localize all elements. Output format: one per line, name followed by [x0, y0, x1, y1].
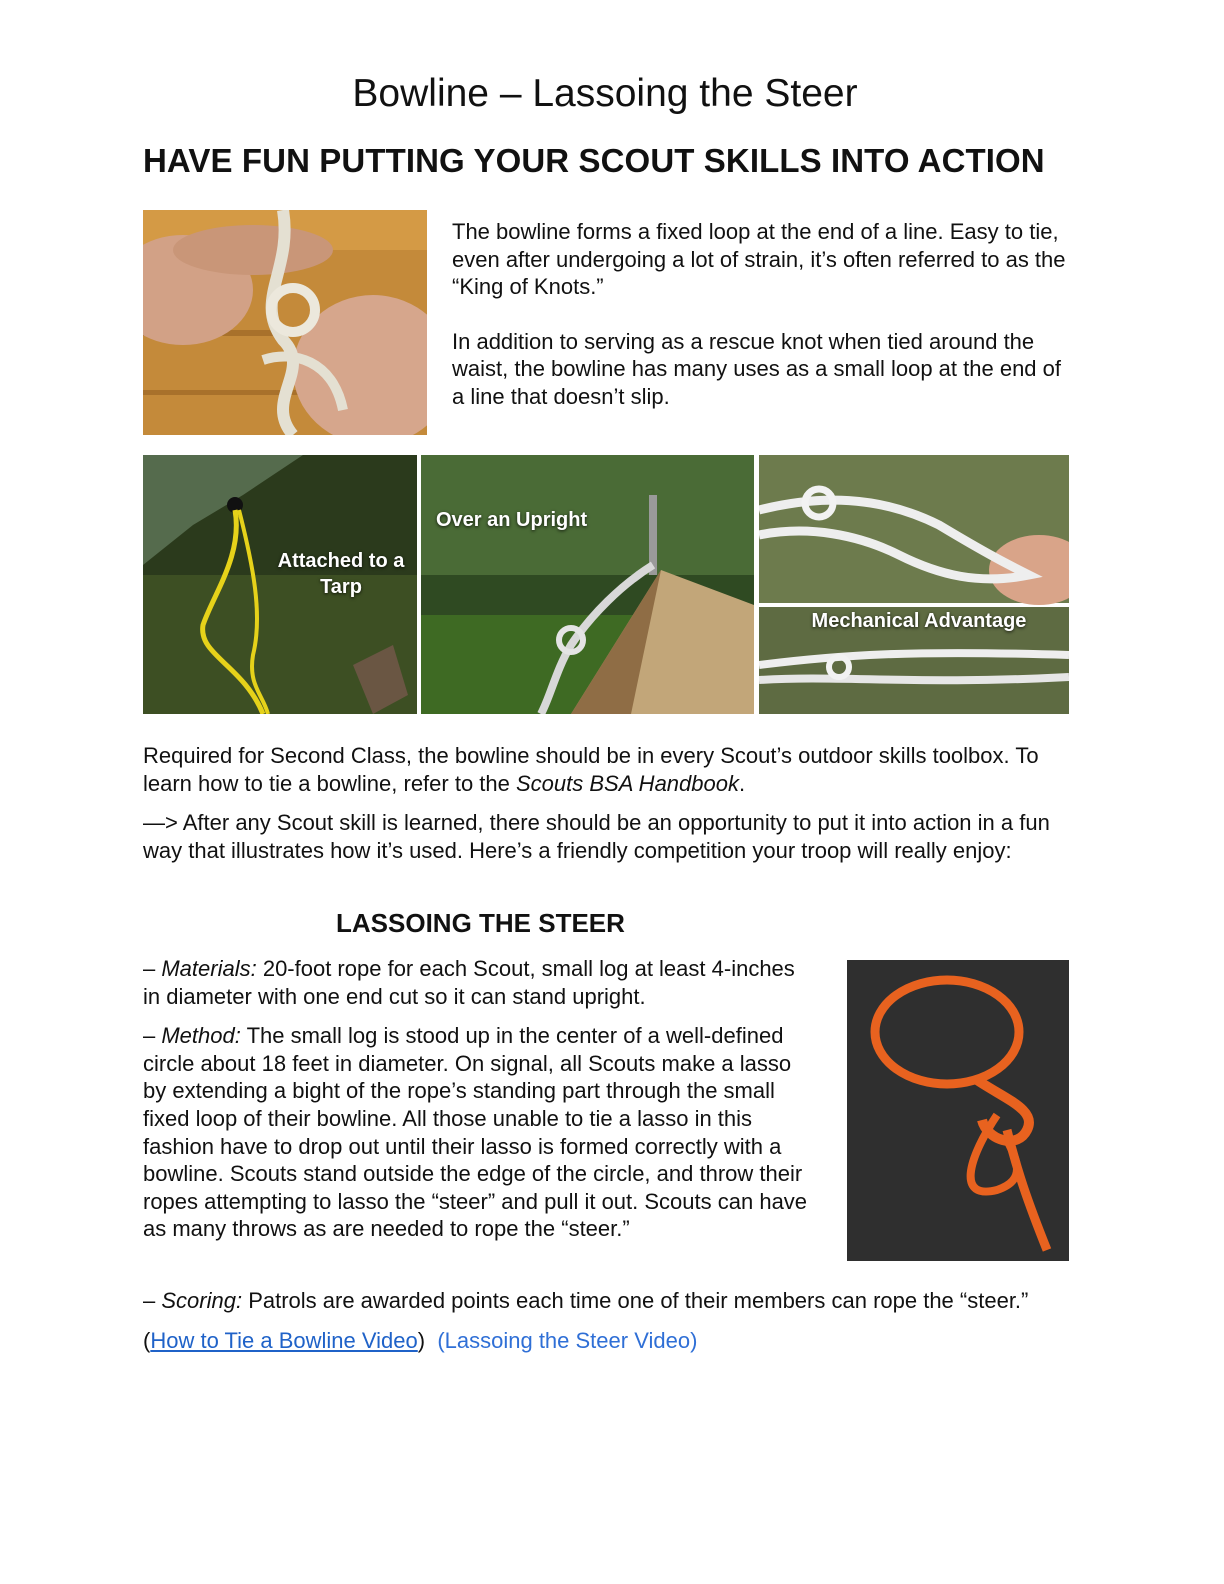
page-subtitle: HAVE FUN PUTTING YOUR SCOUT SKILLS INTO ACTION [143, 142, 1045, 179]
bowline-video-link[interactable]: How to Tie a Bowline Video [150, 1327, 418, 1353]
upright-photo [421, 455, 754, 714]
lassoing-video-link[interactable]: (Lassoing the Steer Video) [437, 1327, 698, 1353]
intro-paragraph-2: In addition to serving as a rescue knot when tied around the waist, the bowline has many uses as a small loop at the end of a line that doesn’t slip. [452, 328, 1062, 409]
bowline-hands-photo [143, 210, 427, 435]
tarp-photo [143, 455, 417, 714]
video-links: (How to Tie a Bowline Video) (Lassoing the Steer Video) [143, 1327, 698, 1353]
mechanical-advantage-label: Mechanical Advantage [811, 610, 1027, 632]
orange-rope-photo [847, 960, 1069, 1261]
scoring-label: Scoring: [161, 1288, 243, 1313]
upright-label: Over an Upright [436, 509, 588, 531]
intro-paragraph-1: The bowline forms a fixed loop at the end of a line. Easy to tie, even after undergoing a lot of strain, it’s often referred to as the “King of Knots.” [452, 219, 1066, 300]
method-paragraph: – Method: The small log is stood up in the center of a well-defined circle about 18 feet in diameter. On signal, all Scouts make a lasso by extending a bight of the rope’s standing part through the small fixed loop of their bowline. All those unable to tie a lasso in this fashion have to drop out until their lasso is formed correctly with a bowline. Scouts stand outside the edge of the circle, and throw their ropes attempting to lasso the “steer” and pull it out. Scouts can have as many throws as are needed to rope the “steer.” [143, 1023, 808, 1242]
tarp-label: Attached to a Tarp [277, 550, 405, 598]
section-heading: LASSOING THE STEER [336, 908, 625, 938]
handbook-title: Scouts BSA Handbook [516, 770, 739, 796]
materials-paragraph: – Materials: 20-foot rope for each Scout, small log at least 4-inches in diameter with one end cut so it can stand upright. [143, 956, 795, 1009]
mechanical-advantage-photo [759, 455, 1069, 714]
page-title: Bowline – Lassoing the Steer [352, 72, 858, 115]
method-label: Method: [161, 1023, 241, 1049]
required-paragraph: Required for Second Class, the bowline should be in every Scout’s outdoor skills toolbox. To learn how to tie a bowline, refer to the Scouts BSA Handbook. [143, 743, 1039, 796]
scoring-paragraph: – Scoring: Patrols are awarded points each time one of their members can rope the “steer.” [143, 1288, 1029, 1313]
materials-label: Materials: [161, 956, 257, 981]
after-skill-paragraph: —> After any Scout skill is learned, there should be an opportunity to put it into action in a fun way that illustrates how it’s used. Here’s a friendly competition your troop will really enjoy: [143, 810, 1050, 863]
